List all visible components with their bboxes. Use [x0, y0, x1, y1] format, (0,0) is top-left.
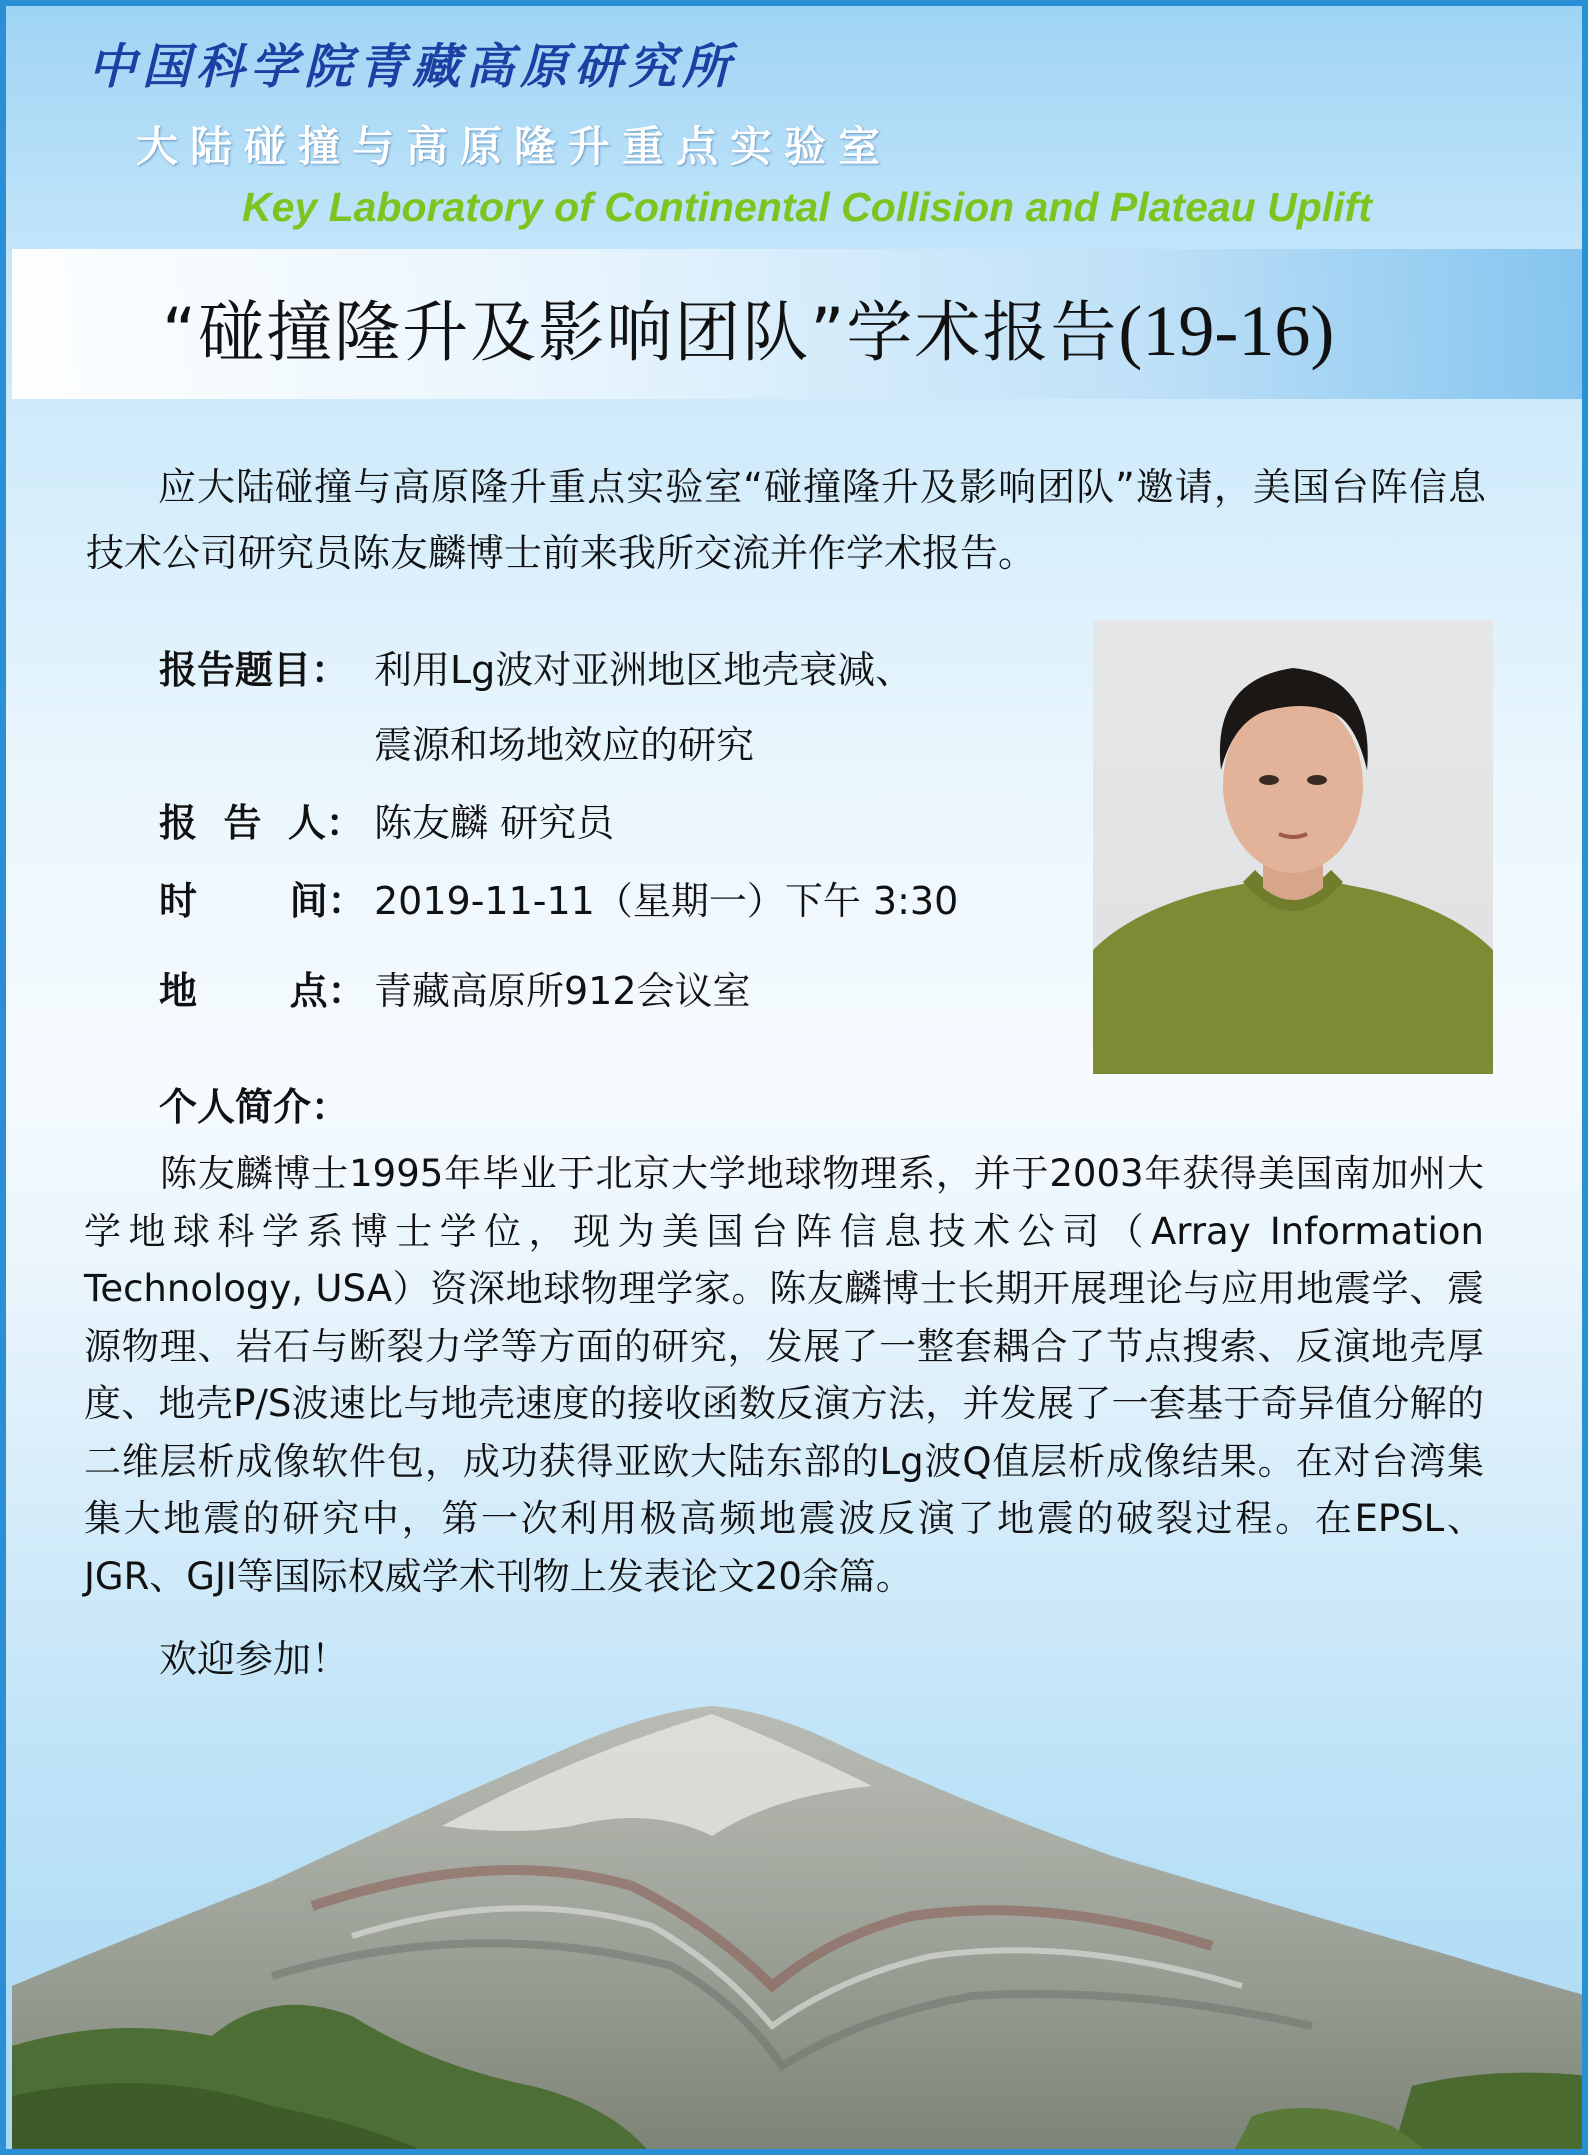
- speaker-row: [159, 792, 614, 847]
- place-row: [159, 960, 751, 1015]
- time-row: [159, 870, 958, 925]
- lab-name-english: Key Laboratory of Continental Collision and Plateau Uplift: [242, 184, 1372, 230]
- intro-paragraph: 应大陆碰撞与高原隆升重点实验室“碰撞隆升及影响团队”邀请，美国台阵信息技术公司研究员陈友麟博士前来我所交流并作学术报告。: [86, 465, 1486, 575]
- speaker-portrait-image: [1093, 620, 1493, 1074]
- poster-title: [162, 279, 1334, 374]
- institute-name: 中国科学院青藏高原研究所: [88, 39, 737, 95]
- lab-name-chinese: 大陆碰撞与高原隆升重点实验室: [136, 122, 893, 171]
- welcome-text: 欢迎参加！: [159, 1637, 350, 1681]
- report-topic-row: [159, 639, 913, 694]
- time-value: 2019-11-11（星期一）下午 3:30: [374, 879, 959, 923]
- mountain-image: [12, 1686, 1588, 2155]
- speaker-value: 陈友麟 研究员: [374, 801, 615, 845]
- bio-heading: 个人简介：: [159, 1085, 350, 1129]
- title-banner: [12, 249, 1588, 399]
- place-value: 青藏高原所912会议室: [374, 969, 751, 1013]
- bio-paragraph: 陈友麟博士1995年毕业于北京大学地球物理系，并于2003年获得美国南加州大学地球科学系博士学位，现为美国台阵信息技术公司（Array Information Technology, USA）资深地球物理学家。陈友麟博士长期开展理论与应用地震学、震源物理、岩石与断裂力学等方面的研究，发展了一整套耦合了节点搜索、反演地壳厚度、地壳P/S波速比与地壳速度的接收函数反演方法，并发展了一套基于奇异值分解的二维层析成像软件包，成功获得亚欧大陆东部的Lg波Q值层析成像结果。在对台湾集集大地震的研究中，第一次利用极高频地震波反演了地震的破裂过程。在EPSL、JGR、GJI等国际权威学术刊物上发表论文20余篇。: [84, 1152, 1484, 1598]
- report-topic-label: 报告题目：: [159, 648, 350, 692]
- report-topic-value: 利用Lg波对亚洲地区地壳衰减、: [374, 648, 914, 692]
- poster-title-number: (19-16): [1118, 291, 1335, 371]
- poster-title-main: “碰撞隆升及影响团队”学术报告: [162, 294, 1119, 371]
- report-topic-continued: 震源和场地效应的研究: [374, 723, 755, 767]
- place-label: 地 点：: [159, 969, 366, 1013]
- speaker-photo: [1093, 620, 1493, 1074]
- time-label: 时 间：: [159, 879, 366, 923]
- speaker-label: 报 告 人：: [159, 801, 364, 845]
